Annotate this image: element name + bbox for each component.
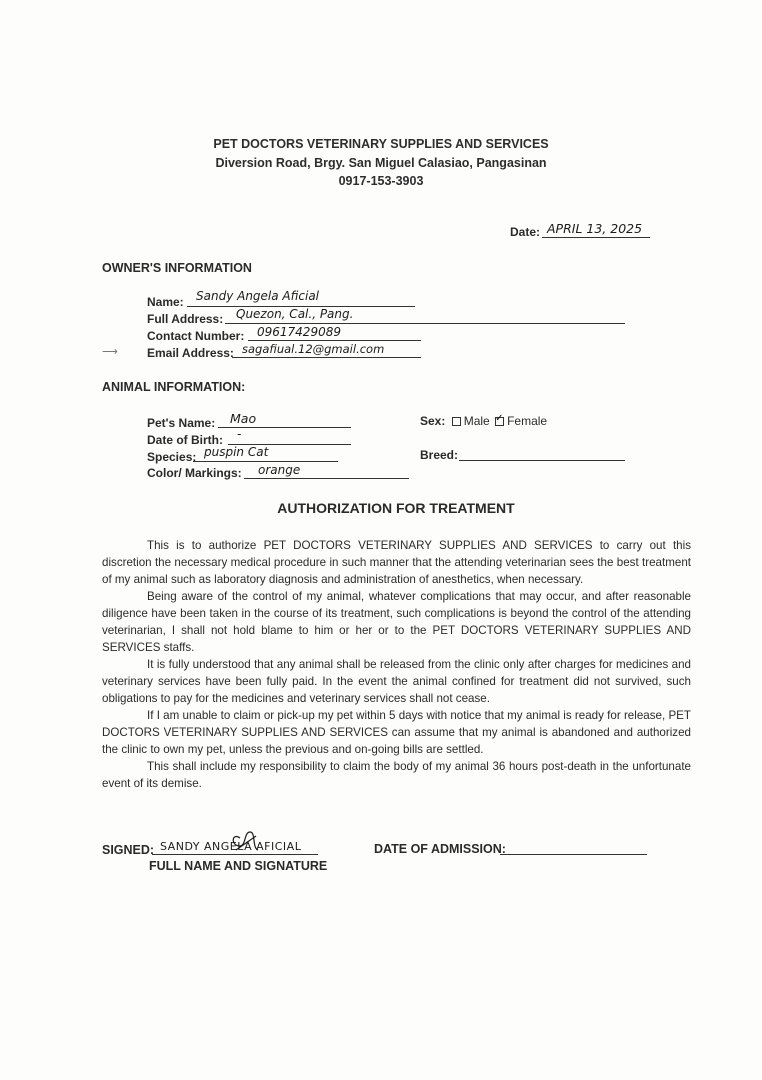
- check-mark-icon: ✓: [495, 413, 504, 425]
- species-line: [193, 461, 338, 462]
- paragraph-2: Being aware of the control of my animal, whatever complications that may occur, and after reasonable diligence have been taken in the course of its treatment, such complications is beyond the control of the attending veterinarian, I shall not hold blame to him or her or to the PET DOCTORS VETERINARY SUPPLIES AND SERVICES staffs.: [102, 590, 691, 654]
- owner-email-label: Email Address:: [147, 346, 234, 360]
- owner-section-title: OWNER'S INFORMATION: [102, 261, 252, 275]
- color-label: Color/ Markings:: [147, 466, 242, 480]
- signed-label: SIGNED:: [102, 843, 155, 857]
- company-phone: 0917-153-3903: [338, 174, 424, 188]
- signature-caption: FULL NAME AND SIGNATURE: [149, 859, 328, 873]
- pet-name-value: Mao: [230, 411, 257, 426]
- animal-section-title: ANIMAL INFORMATION:: [102, 380, 246, 394]
- owner-email-line: [232, 357, 421, 358]
- owner-contact-label: Contact Number:: [147, 329, 245, 343]
- signature-scribble: [226, 826, 266, 856]
- sex-field: [420, 414, 547, 428]
- pet-name-label: Pet's Name:: [147, 416, 216, 430]
- date-label: Date:: [510, 225, 541, 239]
- breed-label: Breed:: [420, 448, 459, 462]
- authorization-title: AUTHORIZATION FOR TREATMENT: [277, 500, 515, 516]
- female-checkbox[interactable]: [495, 413, 504, 426]
- dob-label: Date of Birth:: [147, 433, 223, 447]
- male-checkbox[interactable]: [452, 417, 461, 426]
- dob-value: -: [237, 427, 242, 441]
- male-option-label: Male: [463, 414, 490, 428]
- paragraph-5: This shall include my responsibility to claim the body of my animal 36 hours post-death in the unfortunate event of its demise.: [102, 760, 691, 790]
- owner-address-line: [225, 323, 625, 324]
- admission-label: DATE OF ADMISSION:: [374, 842, 506, 856]
- sex-label: Sex:: [420, 414, 446, 428]
- female-option-label: Female: [507, 414, 548, 428]
- breed-line: [459, 460, 625, 461]
- date-line: [542, 237, 650, 238]
- color-value: orange: [258, 463, 301, 477]
- company-address: Diversion Road, Brgy. San Miguel Calasiao, Pangasinan: [215, 156, 547, 170]
- signed-name: SANDY ANGELA AFICIAL: [160, 840, 302, 853]
- admission-line: [500, 854, 647, 855]
- authorization-body: [102, 537, 691, 792]
- owner-address-label: Full Address:: [147, 312, 224, 326]
- owner-email-value: sagafiual.12@gmail.com: [242, 342, 385, 356]
- signed-line: [152, 854, 318, 855]
- owner-contact-line: [248, 340, 421, 341]
- species-value: puspin Cat: [204, 445, 269, 459]
- arrow-mark-icon: ⟶: [102, 346, 118, 358]
- owner-name-value: Sandy Angela Aficial: [196, 289, 320, 303]
- paragraph-3: It is fully understood that any animal shall be released from the clinic only after charges for medicines and veterinary services have been fully paid. In the event the animal confined for treatment did not survived, such obligations to pay for the medicines and veterinary services shall not cease.: [102, 658, 691, 705]
- owner-address-value: Quezon, Cal., Pang.: [236, 307, 354, 321]
- owner-contact-value: 09617429089: [257, 325, 341, 339]
- company-name: PET DOCTORS VETERINARY SUPPLIES AND SERVICES: [213, 137, 549, 151]
- owner-name-label: Name:: [147, 295, 184, 309]
- color-line: [244, 478, 409, 479]
- species-label: Species:: [147, 450, 197, 464]
- paragraph-4: If I am unable to claim or pick-up my pet within 5 days with notice that my animal is ready for release, PET DOCTORS VETERINARY SUPPLIES AND SERVICES can assume that my animal is abandoned and authorized the clinic to own my pet, unless the previous and on-going bills are settled.: [102, 709, 691, 756]
- paragraph-1: This is to authorize PET DOCTORS VETERINARY SUPPLIES AND SERVICES to carry out this discretion the necessary medical procedure in such manner that the attending veterinarian sees the best treatment of my animal such as laboratory diagnosis and administration of anesthetics, when necessary.: [102, 539, 691, 586]
- date-value: APRIL 13, 2025: [547, 221, 643, 236]
